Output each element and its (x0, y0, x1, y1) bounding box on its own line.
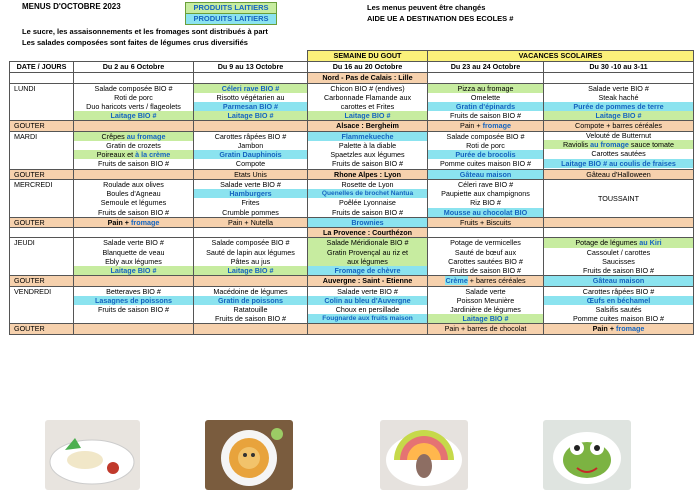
menu-item: Salade verte BIO # (220, 180, 281, 189)
region-row (10, 73, 694, 84)
menu-item-dairy: à la crème (135, 150, 171, 160)
food-photo-turkey-plate (380, 420, 468, 490)
menu-item: Carbonnade Flamande aux (323, 92, 412, 102)
col-week3: Du 16 au 20 Octobre (308, 62, 428, 73)
menu-item-dairy: au fromage (590, 140, 629, 150)
row-jeudi (10, 238, 694, 276)
menu-item: Salade verte BIO # (103, 238, 164, 248)
gouter-item: + barres céréales (467, 276, 526, 286)
menu-item-dairy: au Kiri (639, 238, 662, 248)
gouter-item: Pain + (592, 324, 617, 334)
gouter-item-dairy: Gâteau maison (428, 169, 544, 180)
menu-item-dairy: Pizza au fromage (428, 84, 543, 93)
menu-item-dairy: Laitage BIO # (74, 266, 193, 275)
menu-item: Chicon BIO # (endives) (330, 83, 405, 93)
menu-item-dairy: au fromage (126, 131, 166, 141)
menu-item: Macédoine de légumes (213, 286, 288, 296)
menu-item: Fruits de saison BIO # (449, 111, 522, 121)
menu-item: Semoule et légumes (100, 198, 167, 208)
menu-item: Blanquette de veau (102, 247, 165, 257)
menu-item: Poisson Meunière (456, 295, 515, 305)
menu-item: carottes et Frites (340, 101, 395, 111)
menu-item: Pâtes au jus (230, 256, 271, 266)
menu-item-dairy: Gratin de poissons (194, 296, 307, 305)
menu-item: Salade verte BIO # (588, 83, 649, 93)
menu-item-dairy: Purée de pommes de terre (544, 102, 693, 111)
food-photo-fish-plate (45, 420, 140, 490)
menu-item: Carottes sautées BIO # (448, 256, 523, 266)
menu-item-dairy: Gratin Dauphinois (194, 150, 307, 159)
menu-item-dairy: Fromage de chèvre (308, 266, 427, 275)
row-gouter (10, 121, 694, 132)
menu-item: Salsifis sautés (595, 305, 642, 315)
day-mercredi: MERCREDI (10, 180, 74, 218)
menu-item: Carottes râpées BIO # (582, 286, 655, 296)
menu-item: Gratin Provençal au riz et (326, 247, 409, 257)
semaine-gout-label: SEMAINE DU GOUT (308, 51, 428, 62)
menu-item-dairy: Laitage BIO # (194, 111, 307, 120)
menu-item: Choux en persillade (335, 305, 400, 315)
menu-item: Boules d'Agneau (106, 189, 161, 199)
menu-item: Salade composée BIO # (446, 131, 525, 141)
week-header-row (10, 51, 694, 62)
region-rhone-alpes: Rhone Alpes : Lyon (308, 169, 428, 180)
menu-item: Fruits de saison BIO # (331, 207, 404, 217)
menu-item: Duo haricots verts / flageolets (86, 101, 181, 111)
menu-item: Ratatouille (233, 305, 268, 315)
menu-item: Crumble pommes (222, 207, 279, 217)
menu-item: Steak haché (598, 92, 639, 102)
menu-item: Sauté de lapin aux légumes (206, 247, 295, 257)
menu-item: Roulade aux olives (103, 180, 164, 189)
col-date: DATE / JOURS (10, 62, 74, 73)
menu-item-dairy: Laitage BIO # (308, 111, 427, 120)
menu-item: Palette à la diable (338, 140, 397, 150)
note-sugar: Le sucre, les assaisonnements et les fromages sont distribués à part (22, 27, 268, 36)
food-photo-frog-plate (543, 420, 631, 490)
gouter-item-dairy: Crème (445, 276, 468, 286)
row-lundi (10, 83, 694, 121)
menu-item: Salade Méridionale BIO # (326, 238, 409, 248)
row-vendredi (10, 286, 694, 324)
note-salads: Les salades composées sont faites de légumes crus diversifiés (22, 38, 248, 47)
gouter-item: Brownies (308, 217, 428, 227)
region-provence: La Provence : Courthézon (308, 227, 428, 238)
menu-item-dairy: Céleri rave BIO # (194, 84, 307, 93)
day-gouter: GOUTER (10, 217, 74, 227)
menu-item: Salade verte BIO # (337, 286, 398, 296)
menu-item: Fruits de saison BIO # (97, 159, 170, 169)
gouter-item: Gâteau d'Halloween (544, 169, 694, 180)
row-gouter (10, 324, 694, 334)
day-jeudi: JEUDI (10, 238, 74, 276)
menu-item-dairy: Flammekueche (308, 132, 427, 141)
menu-item: Saucisses (602, 256, 635, 266)
menu-item: Pomme cuites maison BIO # (572, 314, 665, 324)
menu-item: Potage de vermicelles (450, 238, 521, 248)
day-vendredi: VENDREDI (10, 286, 74, 324)
menu-item: Frites (241, 198, 260, 208)
menu-item-dairy: Gratin d'épinards (428, 102, 543, 111)
menu-item-dairy: Hamburgers (194, 189, 307, 198)
gouter-item: Compote + barres céréales (544, 121, 694, 132)
menu-item-dairy: Laitage BIO # (74, 111, 193, 120)
date-header-row (10, 62, 694, 73)
gouter-item: Pain + Nutella (194, 217, 308, 227)
menu-item: Jardinière de légumes (450, 305, 521, 315)
row-mardi (10, 131, 694, 169)
menu-item-dairy: Laitage BIO # (194, 266, 307, 275)
menu-item: Fruits de saison BIO # (97, 305, 170, 315)
col-week4: Du 23 au 24 Octobre (428, 62, 544, 73)
row-mercredi (10, 180, 694, 218)
menu-item: Salade composée BIO # (211, 238, 290, 248)
menu-item: Compote (235, 159, 266, 169)
menu-item-dairy: Laitage BIO # au coulis de fraises (544, 159, 693, 168)
menu-item: Velouté de Butternut (585, 131, 652, 140)
region-alsace: Alsace : Bergheim (308, 121, 428, 132)
menu-item-dairy: Parmesan BIO # (194, 102, 307, 111)
menu-item: Risotto végétarien au (216, 92, 285, 102)
food-photo-lion-plate (205, 420, 293, 490)
menu-item: Fruits de saison BIO # (97, 207, 170, 217)
menu-item: Carottes râpées BIO # (214, 131, 287, 141)
day-gouter: GOUTER (10, 276, 74, 287)
menu-item: Carottes sautées (591, 149, 646, 159)
row-gouter (10, 217, 694, 227)
menu-item: aux légumes (347, 256, 388, 266)
menu-item: Gratin de crozets (106, 140, 161, 150)
menu-item: Crêpes (101, 131, 127, 141)
day-gouter: GOUTER (10, 169, 74, 180)
gouter-item: Pain + (460, 121, 483, 131)
menu-item-dairy: Lasagnes de poissons (74, 296, 193, 305)
menu-item: Fruits de saison BIO # (214, 314, 287, 324)
menu-item: Potage de légumes (575, 238, 640, 248)
legend-green-box: PRODUITS LAITIERS (185, 2, 277, 14)
menu-item-dairy: Laitage BIO # (428, 314, 543, 323)
menu-item: Fruits de saison BIO # (582, 266, 655, 276)
menu-item-dairy: Laitage BIO # (544, 111, 693, 120)
menu-item: Paupiette aux champignons (441, 189, 530, 199)
menu-item: Poireaux et (96, 150, 136, 160)
menu-item-dairy: Purée de brocolis (428, 150, 543, 159)
menu-item: Rosette de Lyon (341, 180, 394, 189)
row-gouter (10, 276, 694, 287)
day-gouter: GOUTER (10, 324, 74, 334)
menu-item: Sauté de bœuf aux (454, 247, 517, 257)
menu-item: Spaetzles aux légumes (330, 150, 405, 160)
menu-item: Pomme cuites maison BIO # (439, 159, 532, 169)
menu-item: Cassoulet / carottes (586, 247, 651, 257)
day-mardi: MARDI (10, 131, 74, 169)
gouter-theme: Etats Unis (194, 169, 308, 180)
region-row (10, 227, 694, 238)
menu-item: Jambon (237, 140, 264, 150)
region-lille: Nord - Pas de Calais : Lille (308, 73, 428, 84)
menu-item: Salade verte (465, 286, 506, 296)
row-gouter (10, 169, 694, 180)
menu-item: Fruits de saison BIO # (449, 266, 522, 276)
gouter-item: Pain + (107, 217, 131, 227)
menu-item-dairy: Œufs en béchamel (544, 296, 693, 305)
menu-item: Raviolis (562, 140, 591, 150)
menu-item-dairy: Quenelles de brochet Nantua (308, 189, 427, 198)
menu-item: Omelette (470, 92, 501, 102)
menu-item: Poêlée Lyonnaise (339, 198, 396, 208)
menu-item-dairy: Fougnarde aux fruits maison (308, 314, 427, 323)
gouter-item: Pain + barres de chocolat (428, 324, 544, 334)
col-week5: Du 30 -10 au 3-11 (544, 62, 694, 73)
menu-item: Riz BIO # (470, 198, 501, 208)
menu-item: Fruits de saison BIO # (331, 159, 404, 169)
menu-item: Roti de porc (466, 140, 505, 150)
col-week1: Du 2 au 6 Octobre (74, 62, 194, 73)
day-lundi: LUNDI (10, 83, 74, 121)
note-eu-aid: AIDE UE A DESTINATION DES ECOLES # (367, 14, 514, 23)
menu-item: Roti de porc (114, 92, 153, 102)
menu-item: Céleri rave BIO # (457, 180, 514, 189)
menu-table (9, 50, 694, 335)
menu-item-dairy: Mousse au chocolat BIO (428, 208, 543, 217)
col-week2: Du 9 au 13 Octobre (194, 62, 308, 73)
menu-item: Betteraves BIO # (106, 286, 161, 296)
menu-item: sauce tomate (628, 140, 675, 150)
toussaint-label: TOUSSAINT (544, 180, 694, 218)
menu-item: Salade composée BIO # (94, 83, 173, 93)
gouter-item-dairy: fromage (131, 217, 160, 227)
gouter-item-dairy: fromage (482, 121, 511, 131)
gouter-item-dairy: fromage (616, 324, 645, 334)
menu-item: Ebly aux légumes (105, 256, 162, 266)
region-auvergne: Auvergne : Saint - Etienne (308, 276, 428, 287)
menu-item-dairy: Colin au bleu d'Auvergne (308, 296, 427, 305)
note-changes: Les menus peuvent être changés (367, 3, 486, 12)
day-gouter: GOUTER (10, 121, 74, 132)
gouter-item-dairy: Gâteau maison (544, 276, 694, 287)
page-title: MENUS D'OCTOBRE 2023 (22, 2, 121, 11)
vacances-label: VACANCES SCOLAIRES (428, 51, 694, 62)
legend-cyan-box: PRODUITS LAITIERS (185, 13, 277, 25)
gouter-item: Fruits + Biscuits (428, 217, 544, 227)
